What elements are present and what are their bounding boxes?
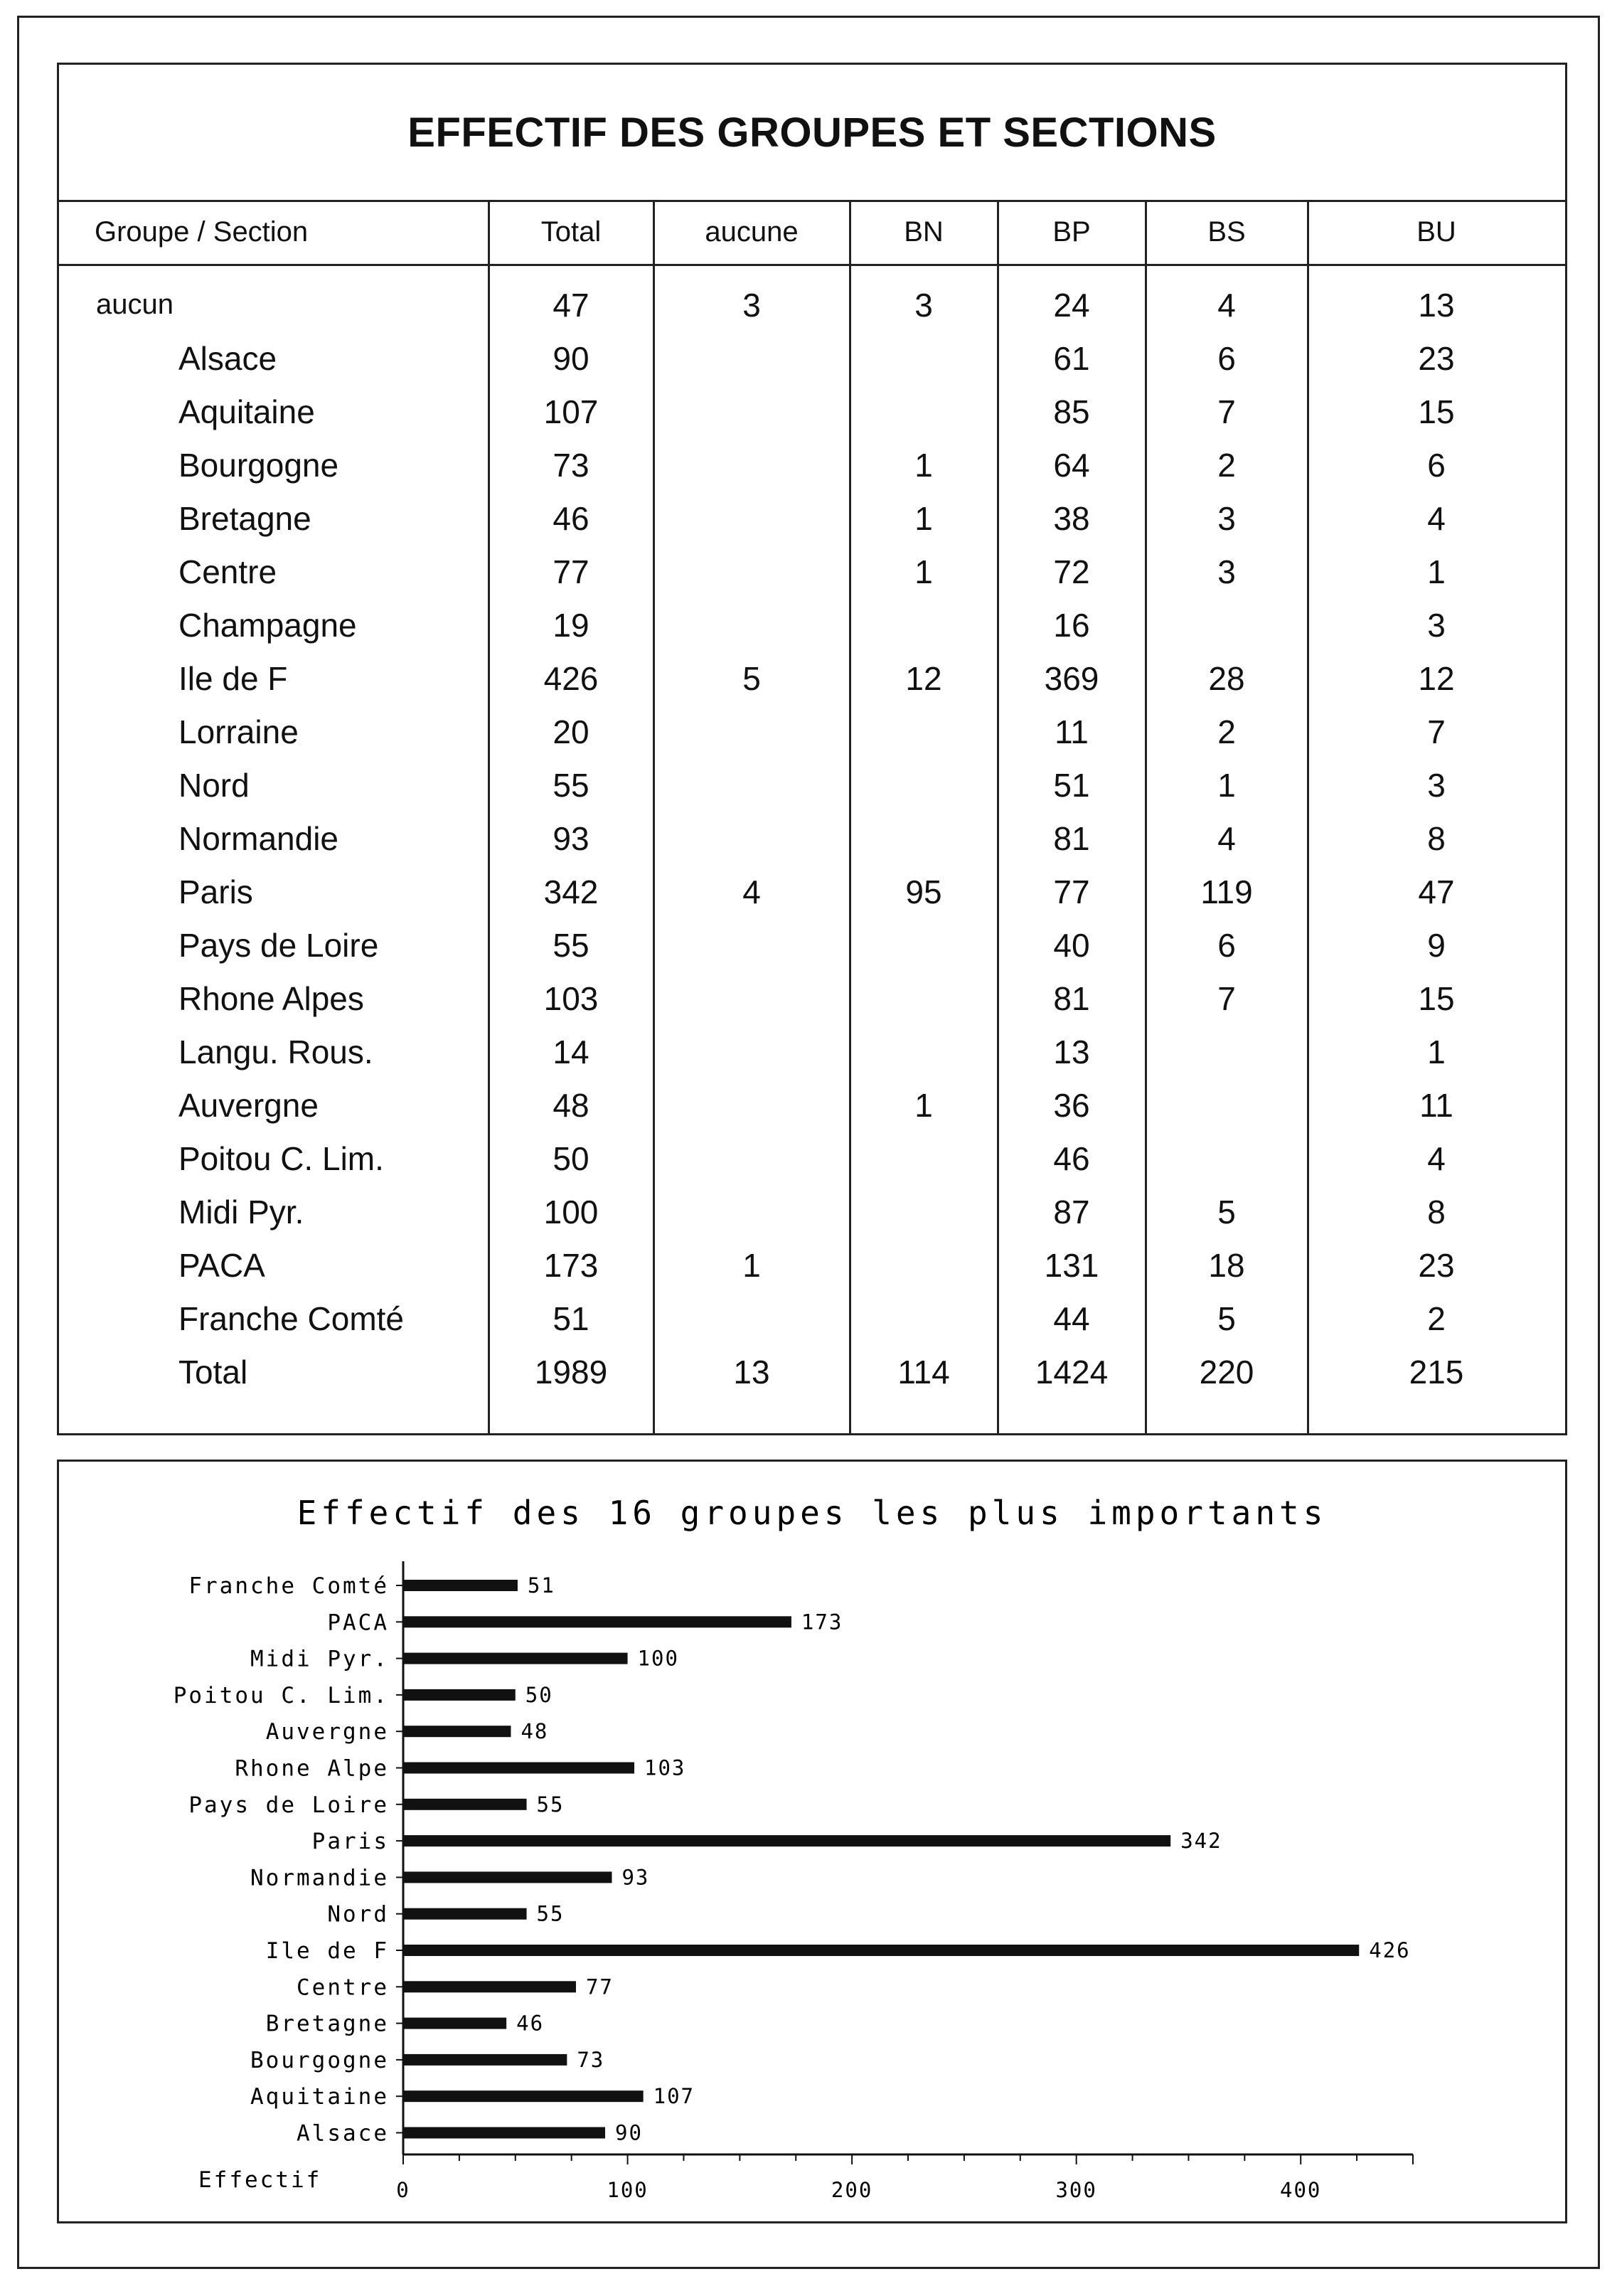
category-label: Auvergne (265, 1719, 389, 1745)
cell-bu: 15 (1418, 393, 1455, 430)
cell-total: 173 (543, 1246, 599, 1284)
category-label: PACA (327, 1610, 389, 1636)
cell-bu: 1 (1427, 1033, 1446, 1070)
bar (403, 1799, 527, 1810)
header-bu: BU (1416, 216, 1456, 248)
data-label: 107 (653, 2084, 695, 2109)
cell-aucune: 5 (742, 659, 761, 697)
table-row (59, 1238, 1565, 1292)
cell-bu: 1 (1427, 553, 1446, 590)
table-row (59, 1025, 1565, 1078)
row-name: Pays de Loire (178, 926, 379, 964)
category-label: Paris (311, 1829, 389, 1855)
row-name: Paris (178, 873, 253, 910)
cell-aucune (653, 812, 850, 865)
cell-total: 50 (553, 1139, 589, 1177)
cell-bs: 3 (1217, 553, 1236, 590)
row-name: Alsace (178, 339, 277, 377)
cell-bu: 8 (1427, 1193, 1446, 1231)
row-name: Midi Pyr. (178, 1193, 304, 1231)
table-row (59, 1132, 1565, 1185)
row-name: Centre (178, 553, 277, 590)
x-tick-label: 300 (1055, 2178, 1097, 2202)
cell-bn (850, 598, 998, 652)
category-label: Midi Pyr. (250, 1646, 389, 1672)
cell-aucune (653, 1025, 850, 1078)
category-label: Aquitaine (250, 2084, 389, 2110)
row-name: Nord (178, 766, 250, 804)
cell-bu: 12 (1418, 659, 1455, 697)
cell-bu: 3 (1427, 606, 1446, 644)
header-aucune: aucune (705, 216, 799, 248)
x-tick-label: 100 (607, 2178, 649, 2202)
category-label: Normandie (250, 1865, 389, 1891)
cell-total: 47 (553, 286, 589, 324)
row-name: Lorraine (178, 713, 299, 750)
bar (403, 2090, 644, 2102)
cell-bp: 72 (1053, 553, 1090, 590)
row-name: Poitou C. Lim. (178, 1139, 384, 1177)
cell-bn (850, 1292, 998, 1345)
cell-bs (1146, 598, 1308, 652)
header-group: Groupe / Section (95, 216, 309, 248)
row-name: Rhone Alpes (178, 979, 364, 1017)
cell-bs: 18 (1208, 1246, 1245, 1284)
cell-bn (850, 705, 998, 758)
cell-aucune (653, 438, 850, 491)
data-label: 90 (615, 2120, 643, 2145)
cell-aucune: 13 (733, 1353, 770, 1391)
cell-bu: 15 (1418, 979, 1455, 1017)
cell-bn (850, 812, 998, 865)
cell-aucune: 3 (742, 286, 761, 324)
cell-bp: 369 (1044, 659, 1099, 697)
bar (403, 2018, 506, 2029)
row-name: Langu. Rous. (178, 1033, 373, 1070)
cell-bu: 23 (1418, 1246, 1455, 1284)
cell-bs: 6 (1217, 926, 1236, 964)
cell-bu: 215 (1409, 1353, 1464, 1391)
bar (403, 1908, 527, 1920)
cell-bp: 38 (1053, 499, 1090, 537)
data-label: 55 (536, 1901, 565, 1926)
data-label: 48 (521, 1719, 549, 1744)
cell-bu: 7 (1427, 713, 1446, 750)
header-total: Total (540, 216, 602, 248)
data-label: 50 (525, 1682, 553, 1707)
cell-aucune (653, 1078, 850, 1132)
cell-bs: 4 (1217, 286, 1236, 324)
data-label: 426 (1369, 1938, 1411, 1962)
cell-bu: 8 (1427, 819, 1446, 857)
cell-aucune (653, 705, 850, 758)
chart-title: Effectif des 16 groupes les plus importants (297, 1494, 1328, 1532)
cell-total: 1989 (534, 1353, 608, 1391)
cell-bs: 28 (1208, 659, 1245, 697)
cell-bu: 4 (1427, 1139, 1446, 1177)
bar (403, 2127, 605, 2139)
cell-bu: 9 (1427, 926, 1446, 964)
cell-bn (850, 1025, 998, 1078)
cell-bp: 36 (1053, 1086, 1090, 1124)
cell-total: 90 (553, 339, 589, 377)
cell-total: 77 (553, 553, 589, 590)
data-label: 55 (536, 1792, 565, 1817)
cell-bu: 4 (1427, 499, 1446, 537)
cell-total: 51 (553, 1300, 589, 1337)
row-name: Aquitaine (178, 393, 315, 430)
cell-bs: 5 (1217, 1300, 1236, 1337)
cell-bn (850, 1185, 998, 1238)
cell-bn (850, 331, 998, 385)
header-bn: BN (904, 216, 944, 248)
cell-bp: 87 (1053, 1193, 1090, 1231)
cell-bu: 11 (1419, 1086, 1453, 1124)
cell-bn: 1 (914, 446, 933, 484)
cell-bp: 13 (1053, 1033, 1090, 1070)
category-label: Nord (327, 1901, 389, 1928)
cell-aucune (653, 918, 850, 972)
row-name: PACA (178, 1246, 265, 1284)
category-label: Poitou C. Lim. (173, 1682, 389, 1708)
category-label: Bourgogne (250, 2047, 389, 2073)
bar-chart (57, 1460, 1567, 2223)
data-label: 73 (577, 2047, 605, 2072)
row-name: aucun (96, 289, 174, 320)
table-row (59, 705, 1565, 758)
row-name: Total (178, 1353, 248, 1391)
bar (403, 1981, 576, 1992)
cell-bn (850, 1238, 998, 1292)
cell-bs: 5 (1217, 1193, 1236, 1231)
cell-aucune (653, 1132, 850, 1185)
cell-total: 14 (553, 1033, 589, 1070)
cell-bn: 1 (914, 499, 933, 537)
cell-bp: 81 (1053, 979, 1090, 1017)
cell-total: 55 (553, 766, 589, 804)
bar (403, 1580, 518, 1591)
bar (403, 1945, 1359, 1956)
cell-bn (850, 758, 998, 812)
effectif-table (57, 63, 1567, 1435)
row-name: Bretagne (178, 499, 311, 537)
table-row (59, 812, 1565, 865)
bar (403, 1871, 612, 1883)
bar (403, 1616, 791, 1627)
table-row (59, 1345, 1565, 1398)
cell-bs: 7 (1217, 393, 1236, 430)
cell-aucune: 4 (742, 873, 761, 910)
x-axis-label: Effectif (198, 2167, 322, 2193)
cell-aucune (653, 758, 850, 812)
cell-bs: 4 (1217, 819, 1236, 857)
table-row (59, 652, 1565, 705)
x-tick-label: 0 (396, 2178, 410, 2202)
data-label: 173 (801, 1610, 843, 1635)
bar-chart-svg (59, 1462, 1565, 2221)
bar (403, 1763, 634, 1774)
cell-bs: 119 (1200, 873, 1253, 910)
cell-bn: 12 (905, 659, 942, 697)
table-row (59, 1078, 1565, 1132)
cell-bn: 1 (914, 1086, 933, 1124)
row-name: Franche Comté (178, 1300, 405, 1337)
cell-total: 48 (553, 1086, 589, 1124)
cell-bn: 114 (897, 1353, 950, 1391)
cell-bs (1146, 1078, 1308, 1132)
cell-total: 103 (543, 979, 599, 1017)
cell-total: 93 (553, 819, 589, 857)
table-row (59, 491, 1565, 545)
cell-aucune (653, 491, 850, 545)
x-tick-label: 400 (1280, 2178, 1322, 2202)
cell-bn (850, 1132, 998, 1185)
cell-total: 107 (543, 393, 599, 430)
header-bp: BP (1052, 216, 1091, 248)
cell-bn (850, 972, 998, 1025)
cell-bp: 85 (1053, 393, 1090, 430)
data-label: 51 (527, 1573, 555, 1598)
cell-bp: 16 (1053, 606, 1090, 644)
cell-bs: 220 (1199, 1353, 1254, 1391)
cell-aucune (653, 1185, 850, 1238)
cell-aucune (653, 331, 850, 385)
bar (403, 1653, 628, 1664)
header-bs: BS (1207, 216, 1246, 248)
category-label: Alsace (297, 2120, 389, 2147)
table-row (59, 331, 1565, 385)
cell-total: 46 (553, 499, 589, 537)
table-row (59, 545, 1565, 598)
cell-bp: 64 (1053, 446, 1090, 484)
category-label: Franche Comté (188, 1573, 389, 1599)
cell-bs: 6 (1217, 339, 1236, 377)
cell-bn (850, 918, 998, 972)
cell-bn (850, 385, 998, 438)
row-name: Auvergne (178, 1086, 319, 1124)
cell-aucune: 1 (742, 1246, 761, 1284)
data-label: 77 (585, 1975, 614, 1999)
cell-aucune (653, 545, 850, 598)
cell-bn: 95 (905, 873, 942, 910)
cell-bu: 13 (1418, 286, 1455, 324)
table-row (59, 598, 1565, 652)
x-tick-label: 200 (831, 2178, 873, 2202)
cell-bp: 131 (1044, 1246, 1099, 1284)
row-name: Ile de F (178, 659, 288, 697)
cell-total: 73 (553, 446, 589, 484)
cell-bs: 3 (1217, 499, 1236, 537)
cell-aucune (653, 598, 850, 652)
row-name: Champagne (178, 606, 357, 644)
data-label: 93 (621, 1865, 650, 1890)
category-label: Ile de F (265, 1938, 389, 1964)
table-row (59, 865, 1565, 918)
cell-aucune (653, 972, 850, 1025)
cell-bu: 6 (1427, 446, 1446, 484)
cell-aucune (653, 1292, 850, 1345)
category-label: Pays de Loire (188, 1792, 389, 1818)
cell-bu: 2 (1427, 1300, 1446, 1337)
cell-total: 20 (553, 713, 589, 750)
data-label: 100 (637, 1646, 679, 1671)
table-row (59, 438, 1565, 491)
data-label: 342 (1180, 1829, 1222, 1854)
table-row (59, 1292, 1565, 1345)
cell-bs: 2 (1217, 446, 1236, 484)
table-row (59, 1185, 1565, 1238)
table-row (59, 972, 1565, 1025)
cell-total: 342 (543, 873, 599, 910)
cell-total: 100 (543, 1193, 599, 1231)
cell-bp: 11 (1055, 713, 1089, 750)
cell-bp: 77 (1053, 873, 1090, 910)
bar (403, 1689, 516, 1701)
category-label: Bretagne (265, 2011, 389, 2037)
cell-bu: 47 (1418, 873, 1455, 910)
cell-bs (1146, 1132, 1308, 1185)
cell-bs: 7 (1217, 979, 1236, 1017)
header-divider (59, 264, 1565, 266)
bar (403, 2054, 567, 2066)
cell-bu: 3 (1427, 766, 1446, 804)
table-row (59, 385, 1565, 438)
table-row (59, 278, 1565, 331)
table-row (59, 758, 1565, 812)
cell-bp: 44 (1053, 1300, 1090, 1337)
bar (403, 1726, 511, 1737)
cell-bs: 2 (1217, 713, 1236, 750)
cell-bn: 1 (914, 553, 933, 590)
cell-total: 19 (553, 606, 589, 644)
table-row (59, 918, 1565, 972)
cell-bp: 40 (1053, 926, 1090, 964)
cell-aucune (653, 385, 850, 438)
row-name: Bourgogne (178, 446, 339, 484)
cell-bp: 81 (1053, 819, 1090, 857)
cell-bp: 1424 (1035, 1353, 1109, 1391)
data-label: 46 (516, 2011, 545, 2036)
bar (403, 1835, 1170, 1846)
cell-bs (1146, 1025, 1308, 1078)
cell-bp: 51 (1053, 766, 1090, 804)
cell-bu: 23 (1418, 339, 1455, 377)
row-name: Normandie (178, 819, 338, 857)
category-label: Rhone Alpe (235, 1755, 389, 1782)
cell-bn: 3 (914, 286, 933, 324)
cell-bp: 61 (1053, 339, 1090, 377)
cell-total: 426 (543, 659, 599, 697)
table-title: EFFECTIF DES GROUPES ET SECTIONS (407, 109, 1217, 156)
category-label: Centre (297, 1975, 389, 2001)
cell-bp: 24 (1053, 286, 1090, 324)
cell-total: 55 (553, 926, 589, 964)
cell-bs: 1 (1217, 766, 1236, 804)
data-label: 103 (644, 1755, 686, 1780)
cell-bp: 46 (1053, 1139, 1090, 1177)
